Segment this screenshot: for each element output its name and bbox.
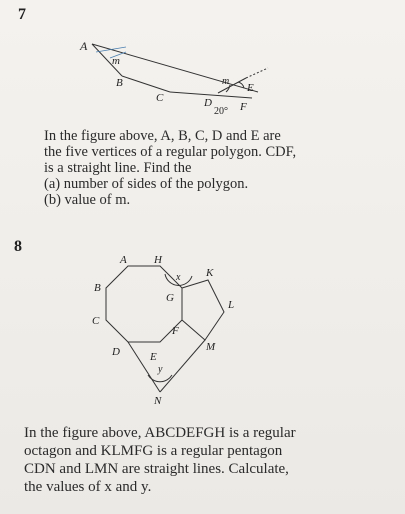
q7-dashed-extension	[246, 68, 268, 78]
q7-line-1: In the figure above, A, B, C, D and E are	[44, 128, 281, 144]
q7-label-c: C	[156, 92, 164, 104]
q8-label-y: y	[158, 364, 163, 375]
q7-line-5: (b) value of m.	[44, 192, 131, 208]
q8-line-2: octagon and KLMFG is a regular pentagon	[24, 443, 283, 459]
q7-label-m1: m	[112, 55, 120, 67]
question-8-number: 8	[14, 238, 22, 255]
q8-label-n: N	[154, 395, 162, 407]
q8-line-3: CDN and LMN are straight lines. Calculate,	[24, 461, 289, 477]
q7-side-bc	[122, 76, 170, 92]
q7-label-a: A	[80, 39, 88, 53]
q8-label-m: M	[206, 341, 216, 353]
q7-pencil-mark	[96, 47, 126, 52]
q8-label-l: L	[228, 299, 235, 311]
q7-label-f: F	[240, 101, 247, 113]
q7-label-m2: m	[222, 76, 230, 87]
q8-pentagon	[182, 280, 224, 340]
q7-line-4: (a) number of sides of the polygon.	[44, 176, 249, 192]
q8-label-g: G	[166, 292, 174, 304]
q7-label-d: D	[204, 97, 212, 109]
q7-label-e: E	[247, 82, 254, 94]
q8-label-a: A	[120, 254, 127, 266]
q8-label-x: x	[176, 272, 181, 283]
q7-line-3: is a straight line. Find the	[44, 160, 192, 176]
q8-label-d: D	[112, 346, 120, 358]
q8-figure	[0, 250, 405, 410]
q8-line-cdn	[128, 342, 160, 392]
q8-label-b: B	[94, 282, 101, 294]
q8-line-1: In the figure above, ABCDEFGH is a regular	[24, 425, 296, 441]
q8-label-c: C	[92, 315, 100, 327]
q8-label-h: H	[154, 254, 162, 266]
q8-label-e: E	[150, 351, 157, 363]
q7-figure	[0, 0, 405, 130]
q8-label-k: K	[206, 267, 214, 279]
q8-octagon	[106, 266, 182, 342]
q8-label-f: F	[172, 325, 179, 337]
q7-text	[44, 128, 296, 208]
q8-line-lmn	[160, 340, 205, 392]
q8-text	[24, 424, 296, 496]
q8-line-4: the values of x and y.	[24, 479, 152, 495]
q7-label-b: B	[116, 77, 123, 89]
q7-line-2: the five vertices of a regular polygon. CDF,	[44, 144, 297, 160]
q7-angle-label: 20°	[214, 106, 228, 117]
question-7-number: 7	[18, 6, 26, 23]
